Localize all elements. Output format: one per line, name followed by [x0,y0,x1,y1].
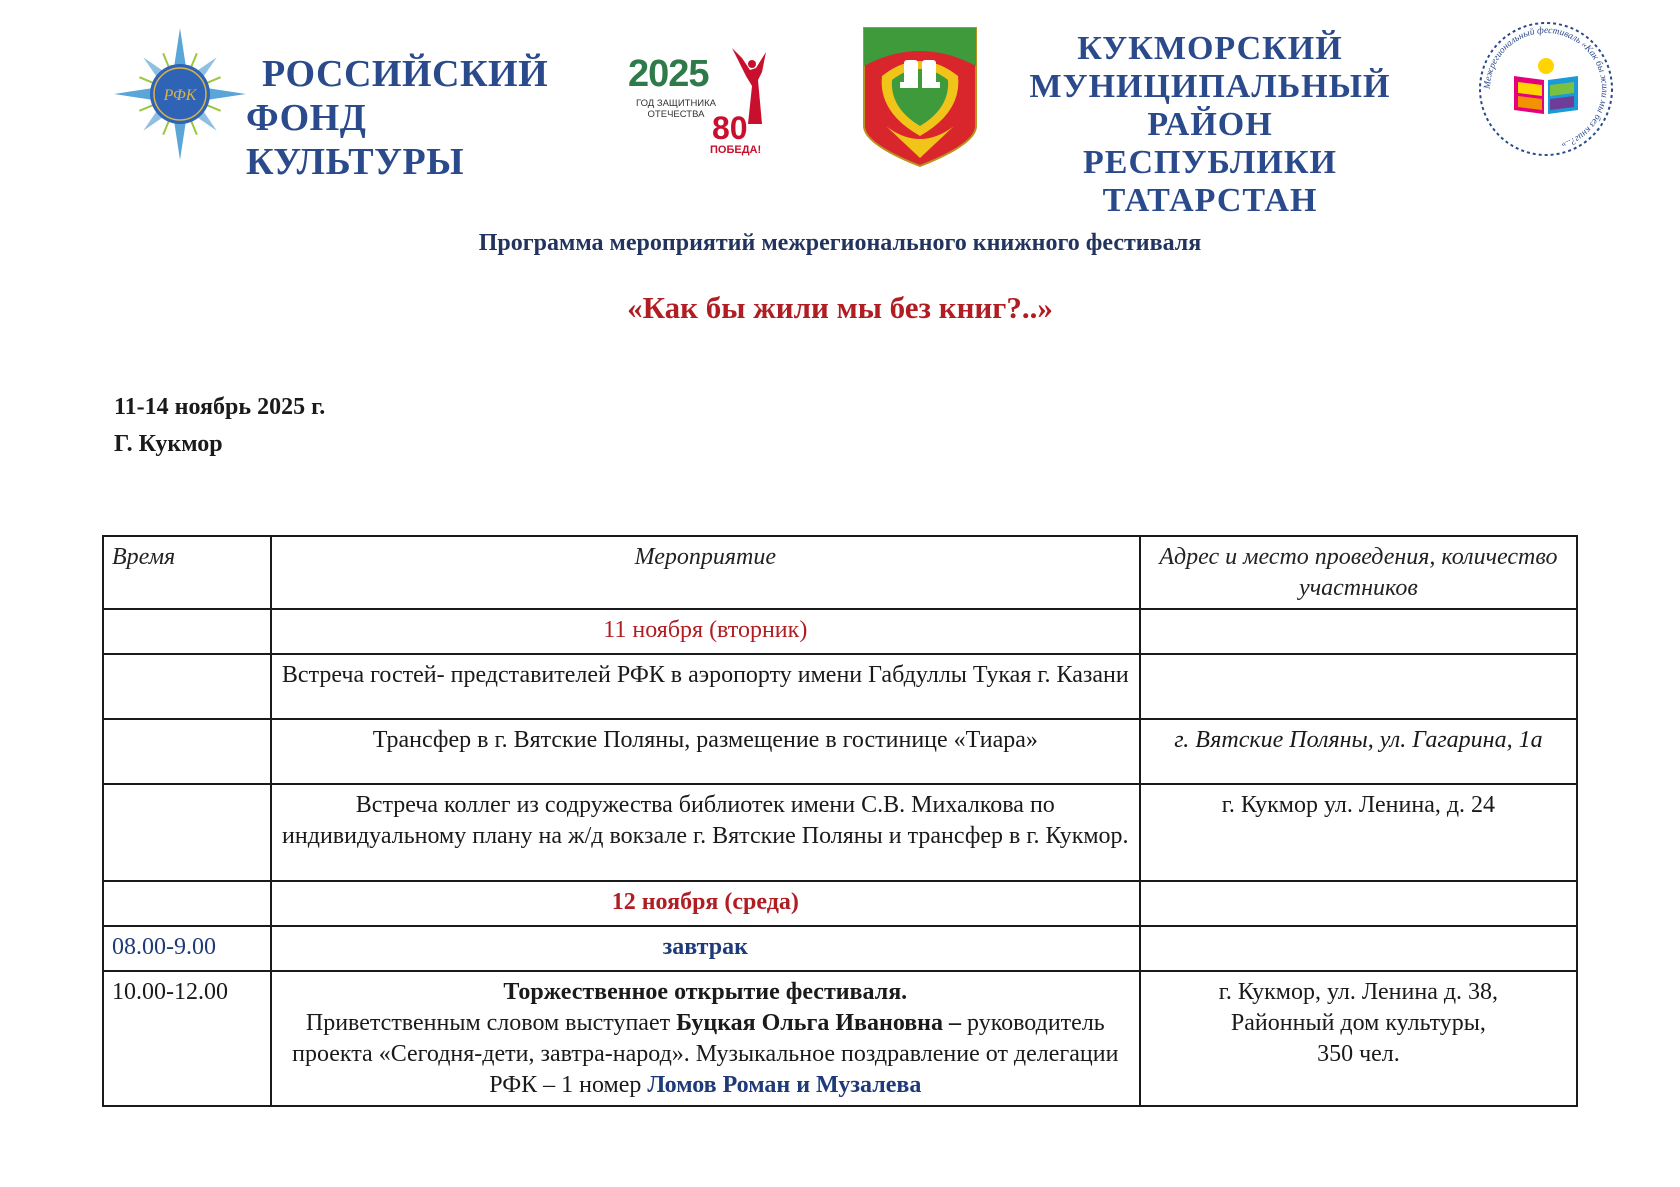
day-row [103,609,1577,654]
row4-time: 08.00-9.00 [103,926,271,971]
table-row [103,654,1577,719]
rfk-name [246,52,592,184]
program-subtitle: Программа мероприятий межрегионального книжного фестиваля [478,230,1202,256]
row4-place [1140,926,1577,971]
festival-city: Г. Кукмор [114,431,223,457]
table-header-row [103,536,1577,609]
row3-place: г. Кукмор ул. Ленина, д. 24 [1140,784,1577,881]
row5-place-line2: Районный дом культуры, [1230,1010,1486,1036]
opening-text-1: Приветственным словом выступает [305,1010,671,1036]
row1-event: Встреча гостей- представителей РФК в аэропорту имени Габдуллы Тукая г. Казани [271,654,1140,719]
anniversary-number: 80 [712,110,748,146]
program-table [102,535,1578,1107]
row1-time [103,654,271,719]
rfk-star-emblem-icon [112,26,248,162]
row2-event: Трансфер в г. Вятские Поляны, размещение в гостинице «Тиара» [271,719,1140,784]
day2-place-cell [1140,881,1577,926]
kukmor-line1: КУКМОРСКИЙ [1077,30,1343,67]
header-event: Мероприятие [271,536,1140,609]
festival-ring-text: Межрегиональный фестиваль «Как бы жили мы без книг?..» [1482,25,1610,150]
row3-time [103,784,271,881]
kukmor-district-name [980,30,1440,220]
row2-time [103,719,271,784]
row2-place: г. Вятские Поляны, ул. Гагарина, 1а [1140,719,1577,784]
row5-place-line1: г. Кукмор, ул. Ленина д. 38, [1218,979,1499,1005]
year-2025-logo [628,46,778,156]
year-caption: ГОД ЗАЩИТНИКА ОТЕЧЕСТВА [635,98,717,120]
table-row [103,971,1577,1106]
row4-event: завтрак [271,926,1140,971]
table-row [103,784,1577,881]
festival-dates: 11-14 ноябрь 2025 г. [114,394,326,420]
day2-label: 12 ноября (среда) [271,881,1140,926]
row1-place [1140,654,1577,719]
row5-event [271,971,1140,1106]
table-row [103,926,1577,971]
festival-logo [1478,18,1614,160]
kukmor-line3: РЕСПУБЛИКИ ТАТАРСТАН [1083,144,1337,219]
row3-event: Встреча коллег из содружества библиотек имени С.В. Михалкова по индивидуальному плану на ж/д вокзале г. Вятские Поляны и трансфер в г. Кукмор. [271,784,1140,881]
performers-name: Ломов Роман и Музалева [647,1072,922,1098]
row5-place [1140,971,1577,1106]
row5-place-line3: 350 чел. [1317,1041,1400,1067]
opening-title: Торжественное открытие фестиваля. [503,979,908,1005]
speaker-name: Буцкая Ольга Ивановна – [676,1010,962,1036]
table-row [103,719,1577,784]
rfk-name-line2: ФОНД КУЛЬТУРЫ [246,97,465,183]
header-place: Адрес и место проведения, количество участников [1140,536,1577,609]
day1-time-cell [103,609,271,654]
day1-place-cell [1140,609,1577,654]
opening-text-2: руководитель проекта «Сегодня-дети, завтра-народ». Музыкальное поздравление от делегации РФК – 1 номер [292,1010,1119,1098]
kukmor-line2: МУНИЦИПАЛЬНЫЙ РАЙОН [1029,68,1391,143]
victory-label: ПОБЕДА! [710,144,762,156]
rfk-logo [112,26,592,183]
day-row [103,881,1577,926]
rfk-name-line1: РОССИЙСКИЙ [262,53,549,95]
rfk-monogram: РФК [163,87,197,104]
day1-label: 11 ноября (вторник) [271,609,1140,654]
day2-time-cell [103,881,271,926]
festival-title: «Как бы жили мы без книг?..» [627,290,1053,325]
header-time: Время [103,536,271,609]
row5-time: 10.00-12.00 [103,971,271,1106]
kukmor-coat-of-arms-icon [862,26,978,168]
year-label: 2025 [628,53,709,95]
